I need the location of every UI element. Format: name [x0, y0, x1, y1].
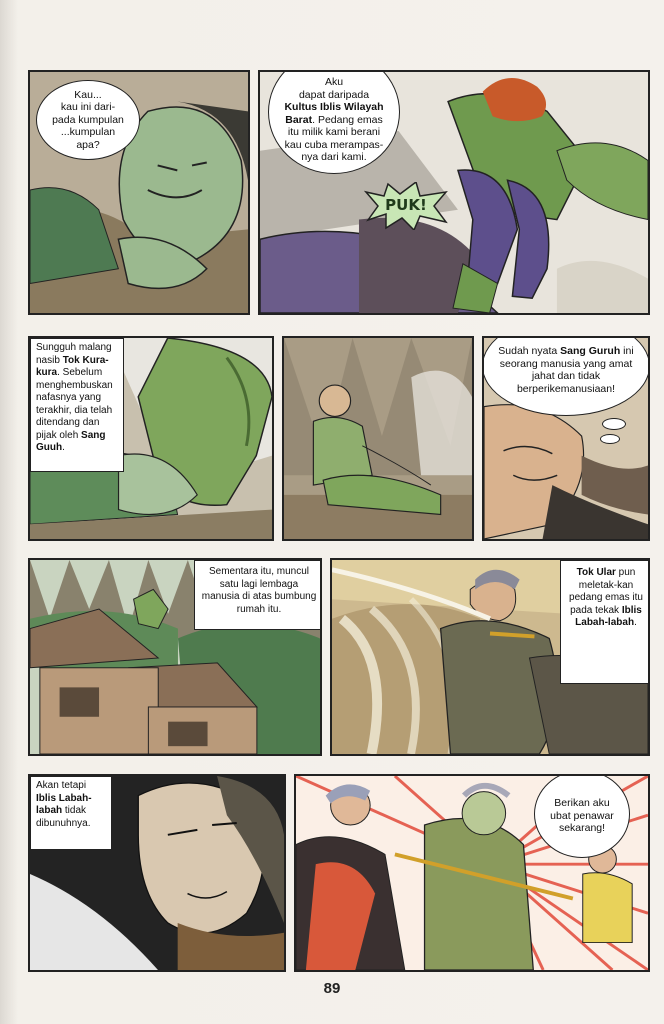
- p1-line-1: Kau...: [74, 88, 102, 101]
- p5-bubble-bold: Sang Guruh: [560, 345, 621, 357]
- panel-8-caption: [30, 776, 112, 850]
- p7-caption-name2: Iblis Labah-labah: [575, 604, 642, 628]
- p2-bubble-pre: Aku: [324, 76, 344, 89]
- page-number: 89: [323, 980, 341, 997]
- p2-bubble-post: . Pedang emas itu milik kami berani kau cuba merampas-nya dari kami.: [284, 113, 384, 164]
- p1-line-2: kau ini dari-: [60, 101, 116, 114]
- panel-1-speech-bubble: [36, 80, 140, 160]
- p3-caption-post: .: [62, 442, 65, 453]
- panel-1: [28, 70, 250, 315]
- p1-line-3: pada kumpulan: [52, 113, 124, 126]
- p8-caption-name: Iblis Labah-labah: [36, 792, 92, 816]
- panel-2: [258, 70, 650, 315]
- p1-line-5: apa?: [76, 138, 100, 151]
- thought-dot-1: [602, 418, 626, 430]
- panel-3: [28, 336, 274, 541]
- panel-5: [482, 336, 650, 541]
- panel-9-speech-bubble: [534, 774, 630, 858]
- panel-6-caption: Sementara itu, muncul satu lagi lembaga manusia di atas bumbung rumah itu.: [194, 560, 322, 630]
- p5-bubble-post: ini seorang manusia yang amat jahat dan tidak berperikemanusiaan!: [499, 345, 634, 395]
- p8-caption-post: tidak dibunuhnya.: [36, 805, 91, 829]
- p2-bubble-line2: dapat daripada: [298, 88, 370, 101]
- p7-caption-name: Tok Ular: [576, 567, 616, 578]
- p3-caption-pre: Sungguh malang nasib: [36, 342, 112, 366]
- p7-caption-post: .: [634, 617, 637, 628]
- p8-caption-pre: Akan tetapi: [36, 780, 87, 791]
- panel-7: [330, 558, 650, 756]
- p1-line-4: ...kumpulan: [60, 126, 116, 139]
- p3-caption-mid: . Sebelum menghembuskan nafasnya yang terakhir, dia telah ditendang dan pijak oleh: [36, 367, 113, 441]
- p3-caption-name2: Sang Guuh: [36, 429, 106, 453]
- puk-sound-effect: [364, 182, 448, 230]
- panel-4-art: [284, 338, 472, 539]
- panel-9: [294, 774, 650, 972]
- panel-3-caption: [30, 338, 124, 472]
- puk-text: PUK!: [385, 196, 427, 214]
- panel-6: [28, 558, 322, 756]
- p2-bubble-bold: Kultus Iblis Wilayah Barat: [284, 101, 384, 126]
- panel-8: [28, 774, 286, 972]
- panel-2-speech-bubble: [268, 70, 400, 174]
- p5-bubble-pre: Sudah nyata: [498, 345, 561, 357]
- p9-bubble-text: Berikan aku ubat penawar sekarang!: [550, 797, 614, 835]
- panel-4: [282, 336, 474, 541]
- p3-caption-name: Tok Kura-kura: [36, 354, 109, 378]
- panel-7-caption: [560, 560, 650, 684]
- p7-caption-mid: pun meletak-kan pedang emas itu pada tekak: [569, 567, 643, 616]
- thought-dot-2: [600, 434, 620, 444]
